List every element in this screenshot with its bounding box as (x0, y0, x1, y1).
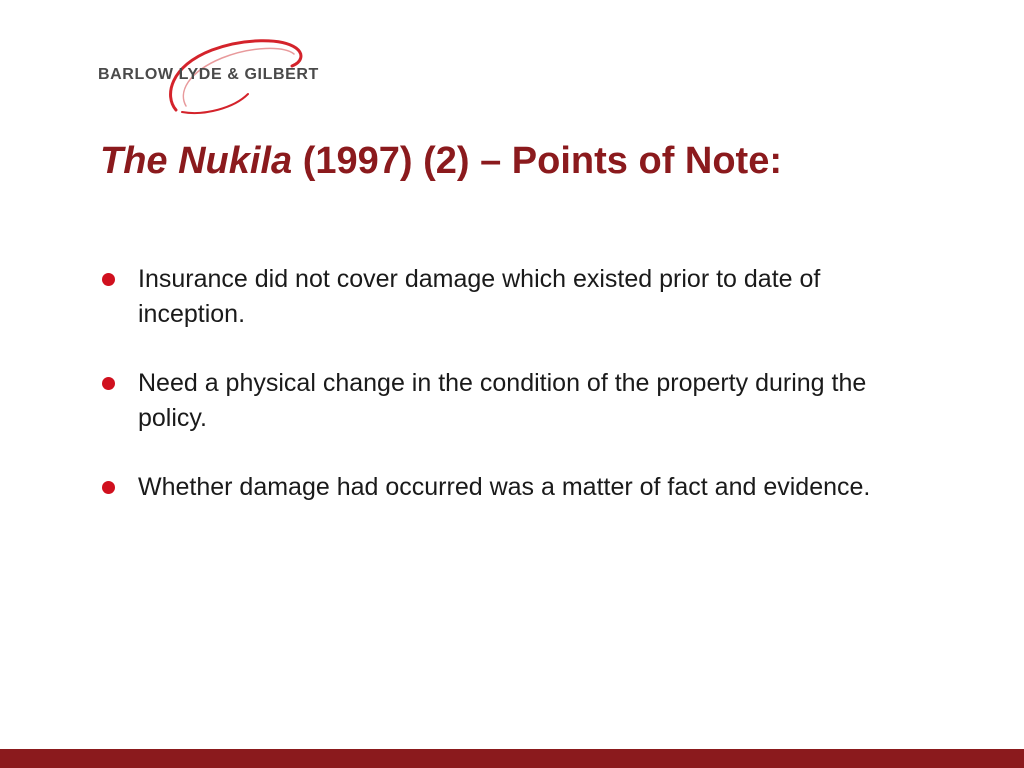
bullet-dot-icon (102, 377, 115, 390)
title-rest: (1997) (2) – Points of Note: (292, 140, 782, 182)
company-logo (98, 36, 338, 116)
bullet-dot-icon (102, 273, 115, 286)
footer-bar (0, 749, 1024, 768)
logo-text: BARLOW LYDE & GILBERT (98, 66, 319, 83)
logo-swoosh-tail (182, 94, 248, 113)
slide-title (100, 140, 782, 183)
bullet-item (100, 366, 930, 436)
bullet-text: Whether damage had occurred was a matter of fact and evidence. (138, 473, 871, 501)
bullet-item (100, 262, 930, 332)
title-italic-case-name: The Nukila (100, 140, 293, 182)
bullet-item (100, 470, 930, 505)
bullet-list (100, 262, 930, 539)
bullet-dot-icon (102, 481, 115, 494)
bullet-text: Insurance did not cover damage which existed prior to date of inception. (138, 265, 821, 328)
bullet-text: Need a physical change in the condition of the property during the policy. (138, 369, 867, 432)
